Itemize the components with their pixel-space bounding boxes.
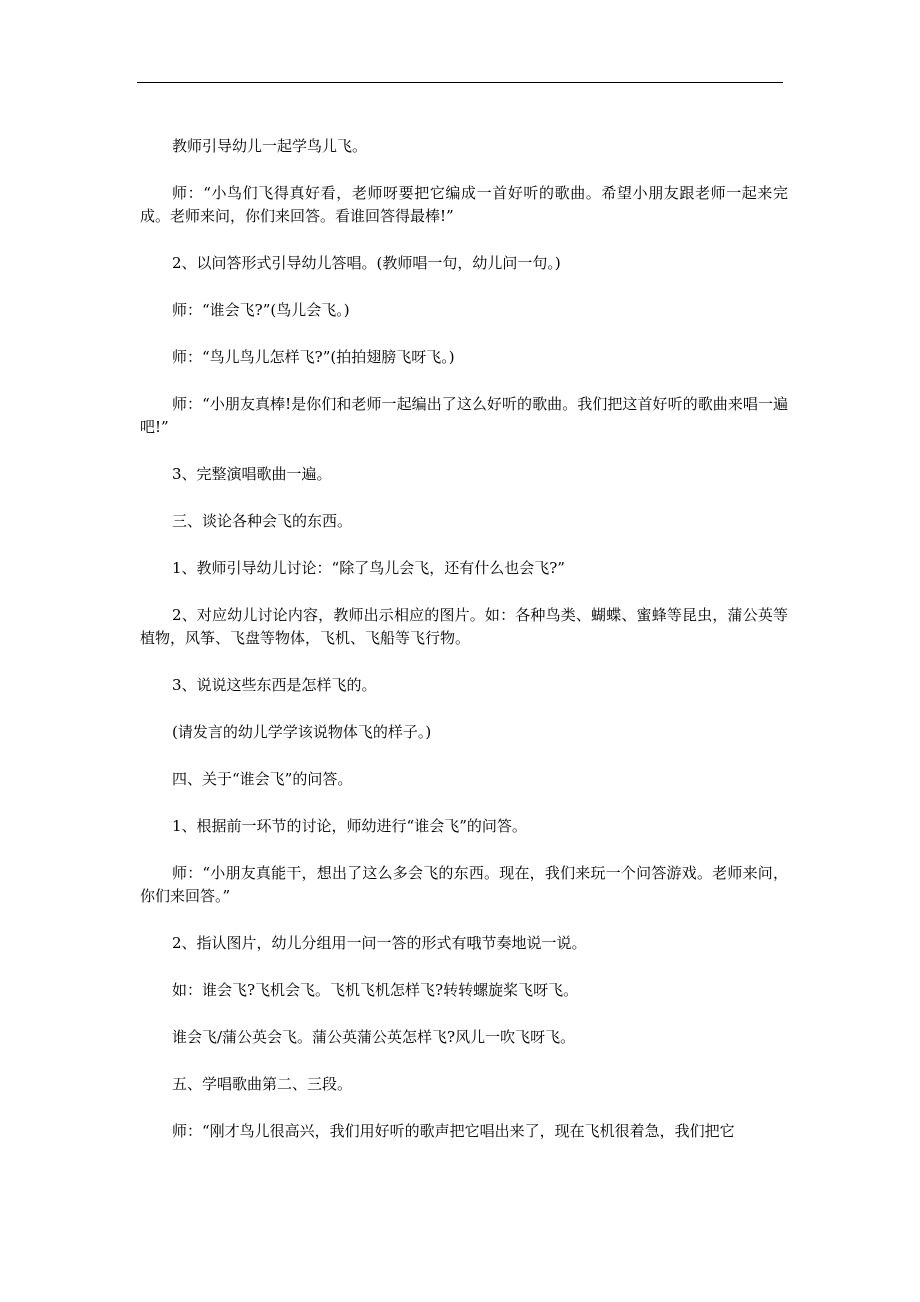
- paragraph: 谁会飞/蒲公英会飞。蒲公英蒲公英怎样飞?风儿一吹飞呀飞。: [172, 1028, 576, 1046]
- paragraph: 教师引导幼儿一起学鸟儿飞。: [172, 137, 368, 155]
- paragraph: (请发言的幼儿学学该说物体飞的样子。): [172, 723, 432, 741]
- paragraph: 师：“谁会飞?”(鸟儿会飞。): [172, 301, 350, 319]
- paragraph: 2、指认图片，幼儿分组用一问一答的形式有哦节奏地说一说。: [172, 934, 587, 952]
- paragraph: 师：“小朋友真棒!是你们和老师一起编出了这么好听的歌曲。我们把这首好听的歌曲来唱一遍吧!”: [140, 395, 788, 436]
- paragraph: 师：“小鸟们飞得真好看，老师呀要把它编成一首好听的歌曲。希望小朋友跟老师一起来完成。老师来问，你们来回答。看谁回答得最棒!”: [140, 184, 788, 225]
- paragraph: 3、完整演唱歌曲一遍。: [172, 465, 332, 483]
- paragraph: 2、对应幼儿讨论内容，教师出示相应的图片。如：各种鸟类、蝴蝶、蜜蜂等昆虫，蒲公英等植物，风筝、飞盘等物体，飞机、飞船等飞行物。: [140, 606, 788, 647]
- header-rule: [137, 82, 783, 83]
- paragraph: 3、说说这些东西是怎样飞的。: [172, 676, 377, 694]
- paragraph: 师：“刚才鸟儿很高兴，我们用好听的歌声把它唱出来了，现在飞机很着急，我们把它: [172, 1122, 735, 1140]
- section-heading: 四、关于“谁会飞”的问答。: [172, 770, 353, 788]
- paragraph: 师：“鸟儿鸟儿怎样飞?”(拍拍翅膀飞呀飞。): [172, 348, 455, 366]
- paragraph: 师：“小朋友真能干，想出了这么多会飞的东西。现在，我们来玩一个问答游戏。老师来问，你们来回答。”: [140, 864, 788, 905]
- paragraph: 1、教师引导幼儿讨论：“除了鸟儿会飞，还有什么也会飞?”: [172, 559, 565, 577]
- section-heading: 五、学唱歌曲第二、三段。: [172, 1075, 353, 1093]
- paragraph: 如：谁会飞?飞机会飞。飞机飞机怎样飞?转转螺旋桨飞呀飞。: [172, 981, 579, 999]
- document-body: [140, 135, 788, 1167]
- paragraph: 1、根据前一环节的讨论，师幼进行“谁会飞”的问答。: [172, 817, 527, 835]
- paragraph: 2、以问答形式引导幼儿答唱。(教师唱一句，幼儿问一句。): [172, 254, 561, 272]
- section-heading: 三、谈论各种会飞的东西。: [172, 512, 353, 530]
